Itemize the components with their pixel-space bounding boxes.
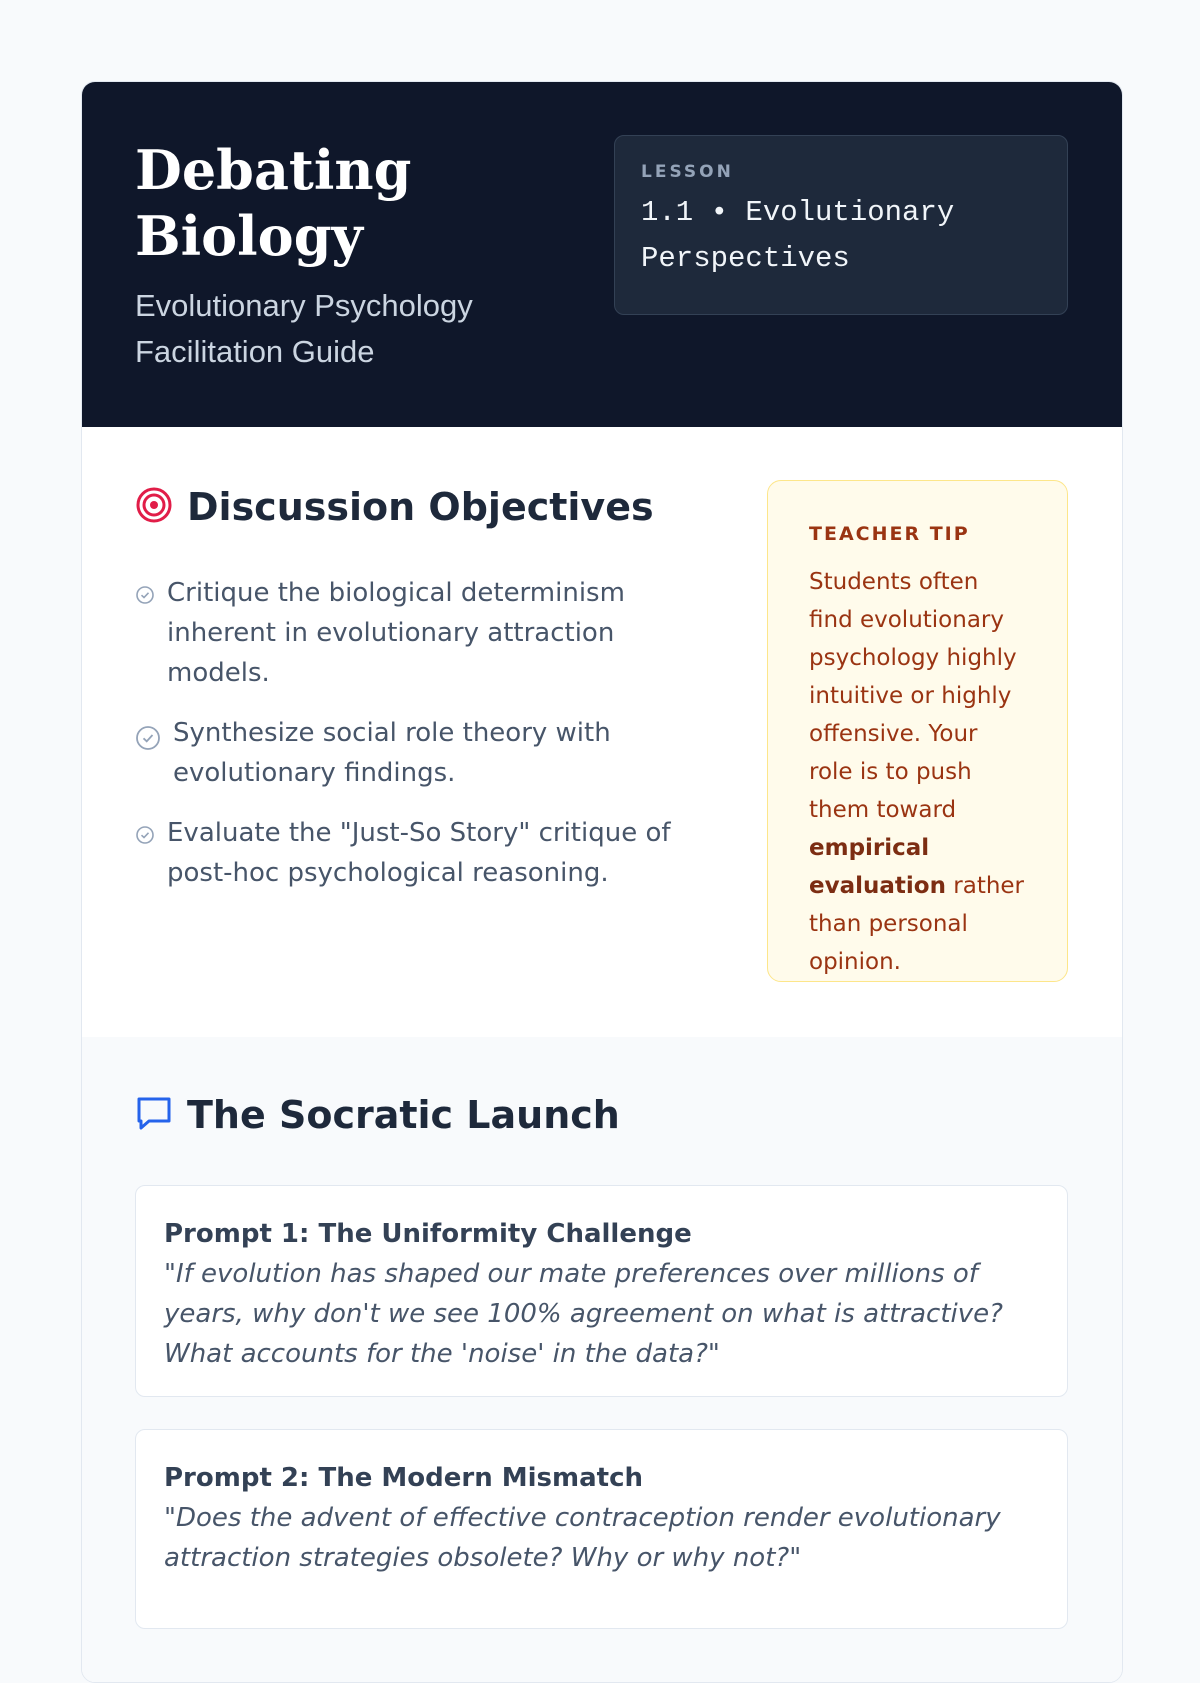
lesson-label: LESSON	[641, 162, 734, 182]
guide-card	[81, 81, 1123, 1683]
objectives-header	[135, 485, 654, 529]
socratic-header	[135, 1093, 620, 1137]
socratic-section	[82, 1037, 1122, 1683]
page-subtitle: Evolutionary Psychology Facilitation Guide	[135, 288, 473, 369]
prompt-quote: "If evolution has shaped our mate preferences over millions of years, why don't we see 100% agreement on what is attractive? What accounts for the 'noise' in the data?"	[164, 1259, 1003, 1369]
list-item	[135, 573, 725, 693]
list-item	[135, 713, 725, 793]
prompt-card	[135, 1185, 1068, 1397]
objectives-heading: Discussion Objectives	[187, 485, 654, 529]
check-circle-icon	[135, 585, 155, 610]
objective-text: Critique the biological determinism inherent in evolutionary attraction models.	[167, 578, 625, 688]
target-icon	[135, 486, 173, 529]
lesson-text: 1.1 • Evolutionary Perspectives	[641, 196, 955, 275]
objective-text: Evaluate the "Just-So Story" critique of post-hoc psychological reasoning.	[167, 818, 671, 888]
socratic-heading: The Socratic Launch	[187, 1093, 620, 1137]
list-item	[135, 813, 725, 893]
prompt-card	[135, 1429, 1068, 1629]
objective-text: Synthesize social role theory with evolutionary findings.	[173, 718, 611, 788]
check-circle-icon	[135, 825, 155, 850]
objectives-section	[82, 427, 1122, 1037]
teacher-tip-label: TEACHER TIP	[809, 523, 970, 545]
prompt-quote: "Does the advent of effective contraception render evolutionary attraction strategies obsolete? Why or why not?"	[164, 1503, 1001, 1573]
header-banner	[82, 82, 1122, 427]
tip-text-before: Students often find evolutionary psychology highly intuitive or highly offensive. Your role is to push them toward	[809, 569, 1017, 823]
teacher-tip-box	[767, 480, 1068, 982]
lesson-badge	[614, 135, 1068, 315]
teacher-tip-text	[809, 563, 1027, 981]
check-circle-icon	[135, 725, 161, 756]
objectives-list	[135, 573, 725, 913]
tip-emphasis: empirical evaluation	[809, 835, 946, 899]
prompt-title: Prompt 2: The Modern Mismatch	[164, 1463, 644, 1493]
page-title: Debating Biology	[135, 138, 412, 268]
prompt-title: Prompt 1: The Uniformity Challenge	[164, 1219, 692, 1249]
tip-text-after: rather than personal opinion.	[809, 873, 1025, 975]
speech-bubble-icon	[135, 1094, 173, 1137]
